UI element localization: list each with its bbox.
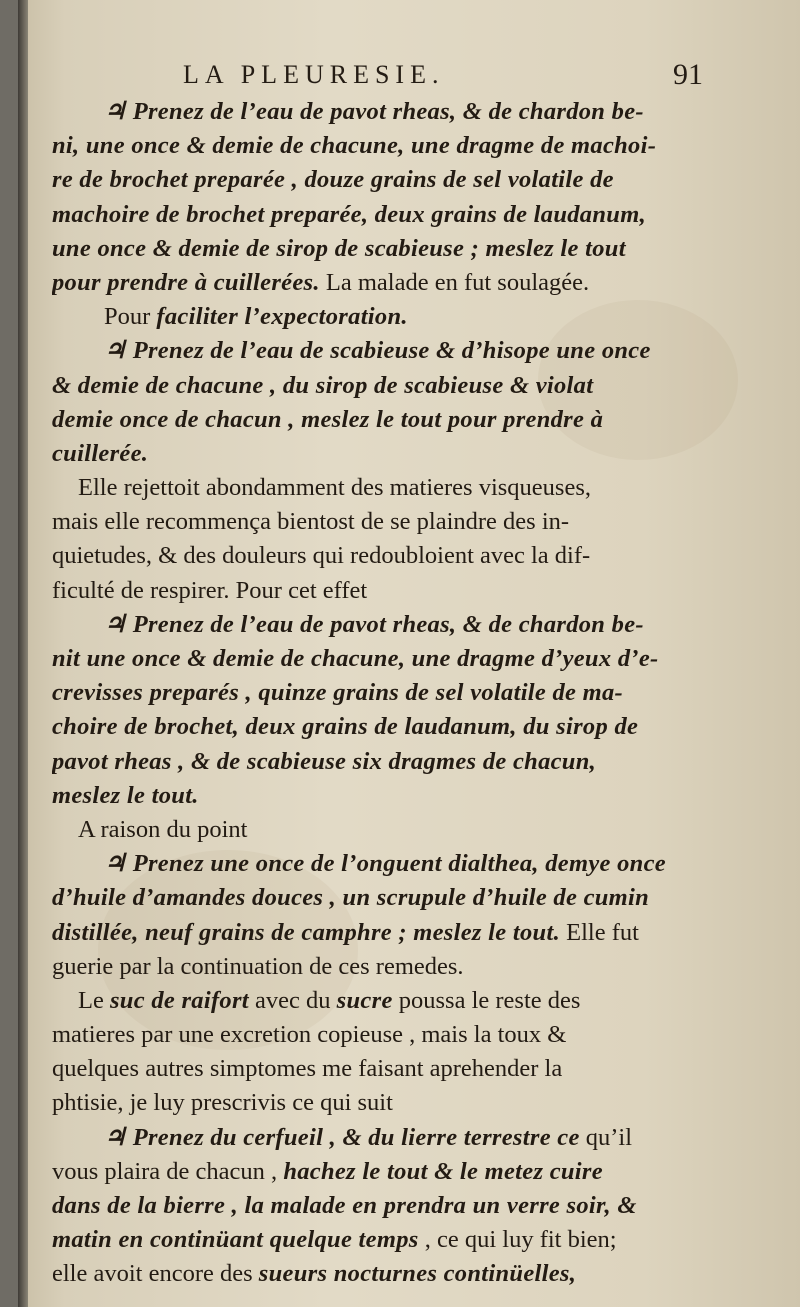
roman-text-segment: qu’il [579,1123,633,1151]
italic-text-segment: & demie de chacune , du sirop de scabieuse & violat [52,371,594,399]
text-line [52,403,672,437]
roman-text-segment: ficulté de respirer. Pour cet effet [52,576,368,604]
page-gutter [18,0,28,1307]
roman-text-segment: poussa le reste des [392,986,581,1014]
italic-text-segment: ♃ Prenez de l’eau de scabieuse & d’hisope une once [104,337,651,365]
italic-text-segment: ♃ Prenez de l’eau de pavot rheas, & de chardon be- [104,98,644,125]
italic-text-segment: faciliter l’expectoration. [156,303,408,331]
roman-text-segment: quelques autres simptomes me faisant aprehender la [52,1055,563,1083]
text-line [52,1052,672,1086]
text-line [52,710,672,744]
text-line [52,608,672,642]
text-line [52,1257,672,1291]
roman-text-segment: Le [78,986,110,1014]
italic-text-segment: nit une once & demie de chacune, une dragme d’yeux d’e- [52,645,659,672]
roman-text-segment: Pour [104,303,157,331]
italic-text-segment: pour prendre à cuillerées. [52,268,320,296]
running-title: LA PLEURESIE. [183,60,445,89]
roman-text-segment: vous plaira de chacun , [52,1157,284,1185]
italic-text-segment: ♃ Prenez une once de l’onguent dialthea, demye once [104,850,666,878]
roman-text-segment: , ce qui luy fit bien; [418,1226,617,1254]
italic-text-segment: dans de la bierre , la malade en prendra un verre soir, & [52,1192,637,1219]
text-line [52,813,672,847]
italic-text-segment: d’huile d’amandes douces , un scrupule d’huile de cumin [52,884,650,912]
italic-text-segment: cuillerée. [52,439,149,467]
italic-text-segment: sueurs nocturnes continüelles, [258,1260,577,1288]
text-line [52,1018,672,1052]
italic-text-segment: ♃ Prenez de l’eau de pavot rheas, & de chardon be- [104,610,644,638]
italic-text-segment: ♃ Prenez du cerfueil , & du lierre terrestre ce [104,1123,580,1151]
text-line [52,1086,672,1120]
italic-text-segment: hachez le tout & le metez cuire [283,1157,603,1185]
roman-text-segment: phtisie, je luy prescrivis ce qui suit [52,1089,393,1117]
body-text [52,95,672,1292]
roman-text-segment: elle avoit encore des [52,1260,259,1288]
text-line [52,437,672,471]
roman-text-segment: Elle fut [560,918,639,946]
italic-text-segment: choire de brochet, deux grains de laudanum, du sirop de [52,713,639,741]
italic-text-segment: sucre [336,986,393,1014]
text-line [52,881,672,915]
text-line [52,198,672,232]
roman-text-segment: quietudes, & des douleurs qui redoubloient avec la dif- [52,542,591,570]
roman-text-segment: avec du [248,986,337,1014]
italic-text-segment: demie once de chacun , meslez le tout pour prendre à [52,405,604,433]
text-line [52,1223,672,1257]
page-header [173,58,733,98]
roman-text-segment: guerie par la continuation de ces remedes. [52,952,464,980]
text-line [52,950,672,984]
text-line [52,334,672,368]
italic-text-segment: suc de raifort [109,986,249,1014]
roman-text-segment: mais elle recommença bientost de se plaindre des in- [52,508,570,536]
text-line [52,129,672,163]
text-line [52,266,672,300]
book-page [18,0,800,1307]
text-line [52,1155,672,1189]
text-line [52,779,672,813]
text-line [52,471,672,505]
italic-text-segment: re de brochet preparée , douze grains de sel volatile de [52,166,614,194]
text-line [52,95,672,129]
italic-text-segment: meslez le tout. [52,781,199,809]
text-line [52,574,672,608]
text-line [52,232,672,266]
text-line [52,505,672,539]
text-line [52,539,672,573]
italic-text-segment: crevisses preparés , quinze grains de sel volatile de ma- [52,679,624,707]
text-line [52,163,672,197]
text-line [52,1121,672,1155]
text-line [52,642,672,676]
italic-text-segment: ni, une once & demie de chacune, une dragme de machoi- [52,132,657,160]
roman-text-segment: matieres par une excretion copieuse , mais la toux & [52,1021,567,1049]
italic-text-segment: machoire de brochet preparée, deux grains de laudanum, [52,200,646,228]
roman-text-segment: La malade en fut soulagée. [319,268,590,296]
text-line [52,369,672,403]
italic-text-segment: matin en continüant quelque temps [52,1226,419,1254]
italic-text-segment: distillée, neuf grains de camphre ; meslez le tout. [52,918,561,946]
italic-text-segment: une once & demie de sirop de scabieuse ; meslez le tout [52,234,626,262]
text-line [52,984,672,1018]
italic-text-segment: pavot rheas , & de scabieuse six dragmes de chacun, [52,747,597,775]
text-line [52,676,672,710]
page-number: 91 [673,58,703,91]
text-line [52,916,672,950]
roman-text-segment: A raison du point [78,815,248,843]
text-line [52,745,672,779]
text-line [52,1189,672,1223]
text-line [52,300,672,334]
roman-text-segment: Elle rejettoit abondamment des matieres visqueuses, [78,474,591,502]
text-line [52,847,672,881]
